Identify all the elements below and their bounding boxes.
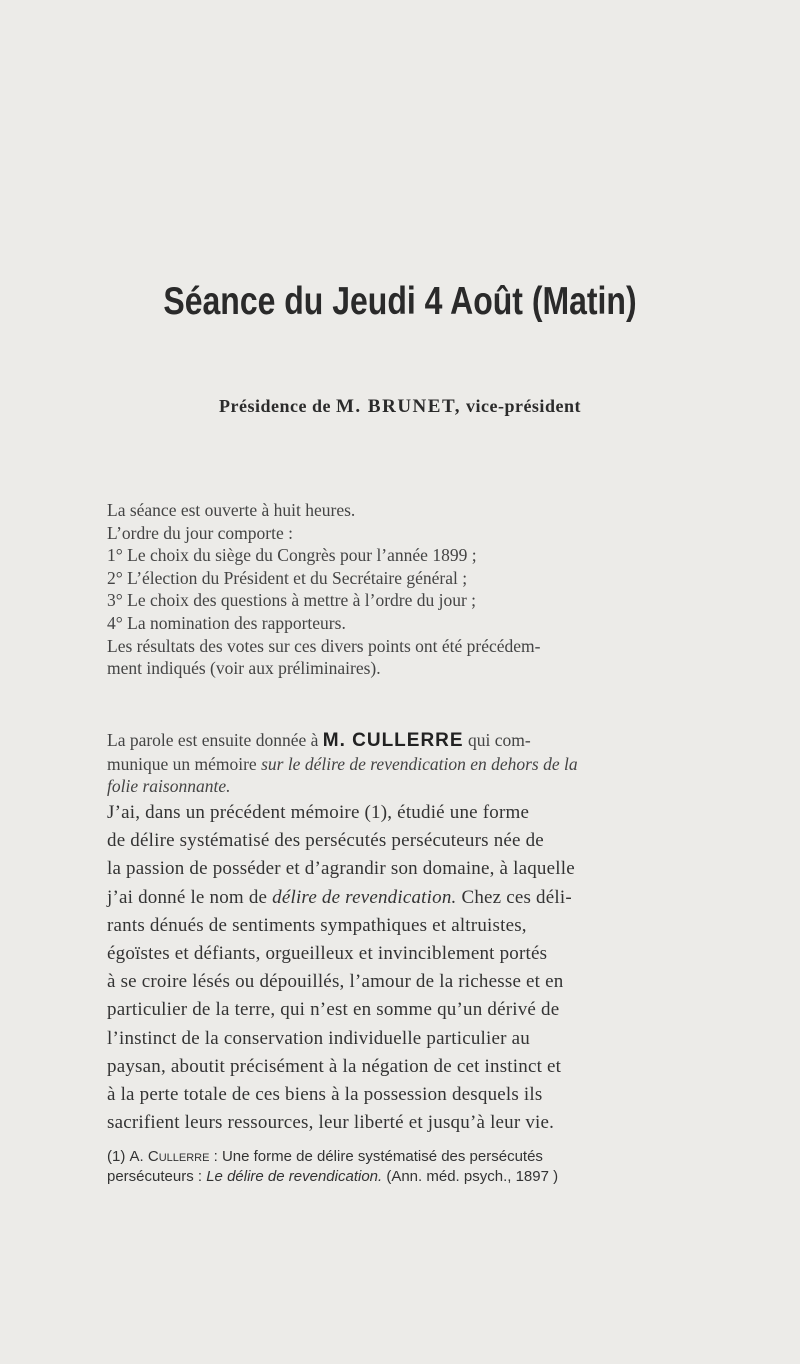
body-line: l’instinct de la conservation individuelle particulier au [107, 1027, 530, 1049]
intro-line: 2° L’élection du Président et du Secrétaire général ; [107, 567, 468, 588]
intro-block [107, 499, 643, 680]
body-line: sacrifient leurs ressources, leur liberté et jusqu’à leur vie. [107, 1112, 555, 1134]
presidence-line [0, 396, 800, 418]
body-line: rants dénués de sentiments sympathiques et altruistes, [107, 914, 527, 936]
body-line: J’ai, dans un précédent mémoire (1), étudié une forme [107, 802, 530, 823]
body-paragraph [107, 799, 641, 1137]
body-line: de délire systématisé des persécutés persécuteurs née de [107, 830, 544, 852]
intro-line: La séance est ouverte à huit heures. [107, 500, 356, 520]
results-line: Les résultats des votes sur ces divers points ont été précédem- [107, 635, 541, 656]
footnote-text: : Une forme de délire systématisé des persécutés [213, 1148, 543, 1165]
body-line: la passion de posséder et d’agrandir son domaine, à laquelle [107, 858, 575, 880]
parole-line [107, 753, 643, 776]
footnote-title: Le délire de revendication. [206, 1168, 383, 1185]
body-line [107, 884, 641, 912]
parole-line [107, 775, 643, 798]
intro-line: 3° Le choix des questions à mettre à l’ordre du jour ; [107, 590, 477, 611]
parole-text: qui com- [467, 730, 531, 750]
footnote-marker: (1) [107, 1148, 126, 1165]
body-text: Chez ces déli- [461, 886, 572, 908]
parole-text: La parole est ensuite donnée à [107, 730, 319, 750]
intro-line: 4° La nomination des rapporteurs. [107, 612, 346, 633]
body-line: à se croire lésés ou dépouillés, l’amour de la richesse et en [107, 971, 564, 993]
footnote-text: persécuteurs : [107, 1168, 203, 1185]
presidence-suffix: vice-président [465, 396, 581, 416]
intro-line: 1° Le choix du siège du Congrès pour l’année 1899 ; [107, 545, 477, 566]
intro-line: L’ordre du jour comporte : [107, 522, 293, 543]
page-title: Séance du Jeudi 4 Août (Matin) [163, 280, 637, 323]
body-text: j’ai donné le nom de [107, 886, 268, 908]
memoir-title: sur le délire de revendication en dehors de la [261, 753, 578, 774]
footnote [107, 1147, 641, 1187]
footnote-author: A. Cullerre [129, 1148, 210, 1165]
body-line: paysan, aboutit précisément à la négation de cet instinct et [107, 1055, 562, 1077]
presidence-name: M. BRUNET, [336, 396, 461, 417]
results-line: ment indiqués (voir aux préliminaires). [107, 658, 381, 679]
body-line: particulier de la terre, qui n’est en somme qu’un dérivé de [107, 999, 560, 1021]
footnote-line [107, 1147, 641, 1167]
memoir-title: folie raisonnante. [107, 776, 231, 797]
body-line: à la perte totale de ces biens à la possession desquels ils [107, 1084, 543, 1106]
parole-line [107, 729, 643, 753]
parole-block [107, 729, 643, 798]
footnote-text: (Ann. méd. psych., 1897 ) [386, 1168, 559, 1185]
speaker-name: M. CULLERRE [322, 730, 464, 751]
parole-text: munique un mémoire [107, 753, 257, 774]
footnote-line [107, 1167, 641, 1187]
delire-term: délire de revendication. [272, 886, 457, 908]
presidence-prefix: Présidence de [219, 396, 331, 416]
body-line: égoïstes et défiants, orgueilleux et invinciblement portés [107, 943, 548, 965]
